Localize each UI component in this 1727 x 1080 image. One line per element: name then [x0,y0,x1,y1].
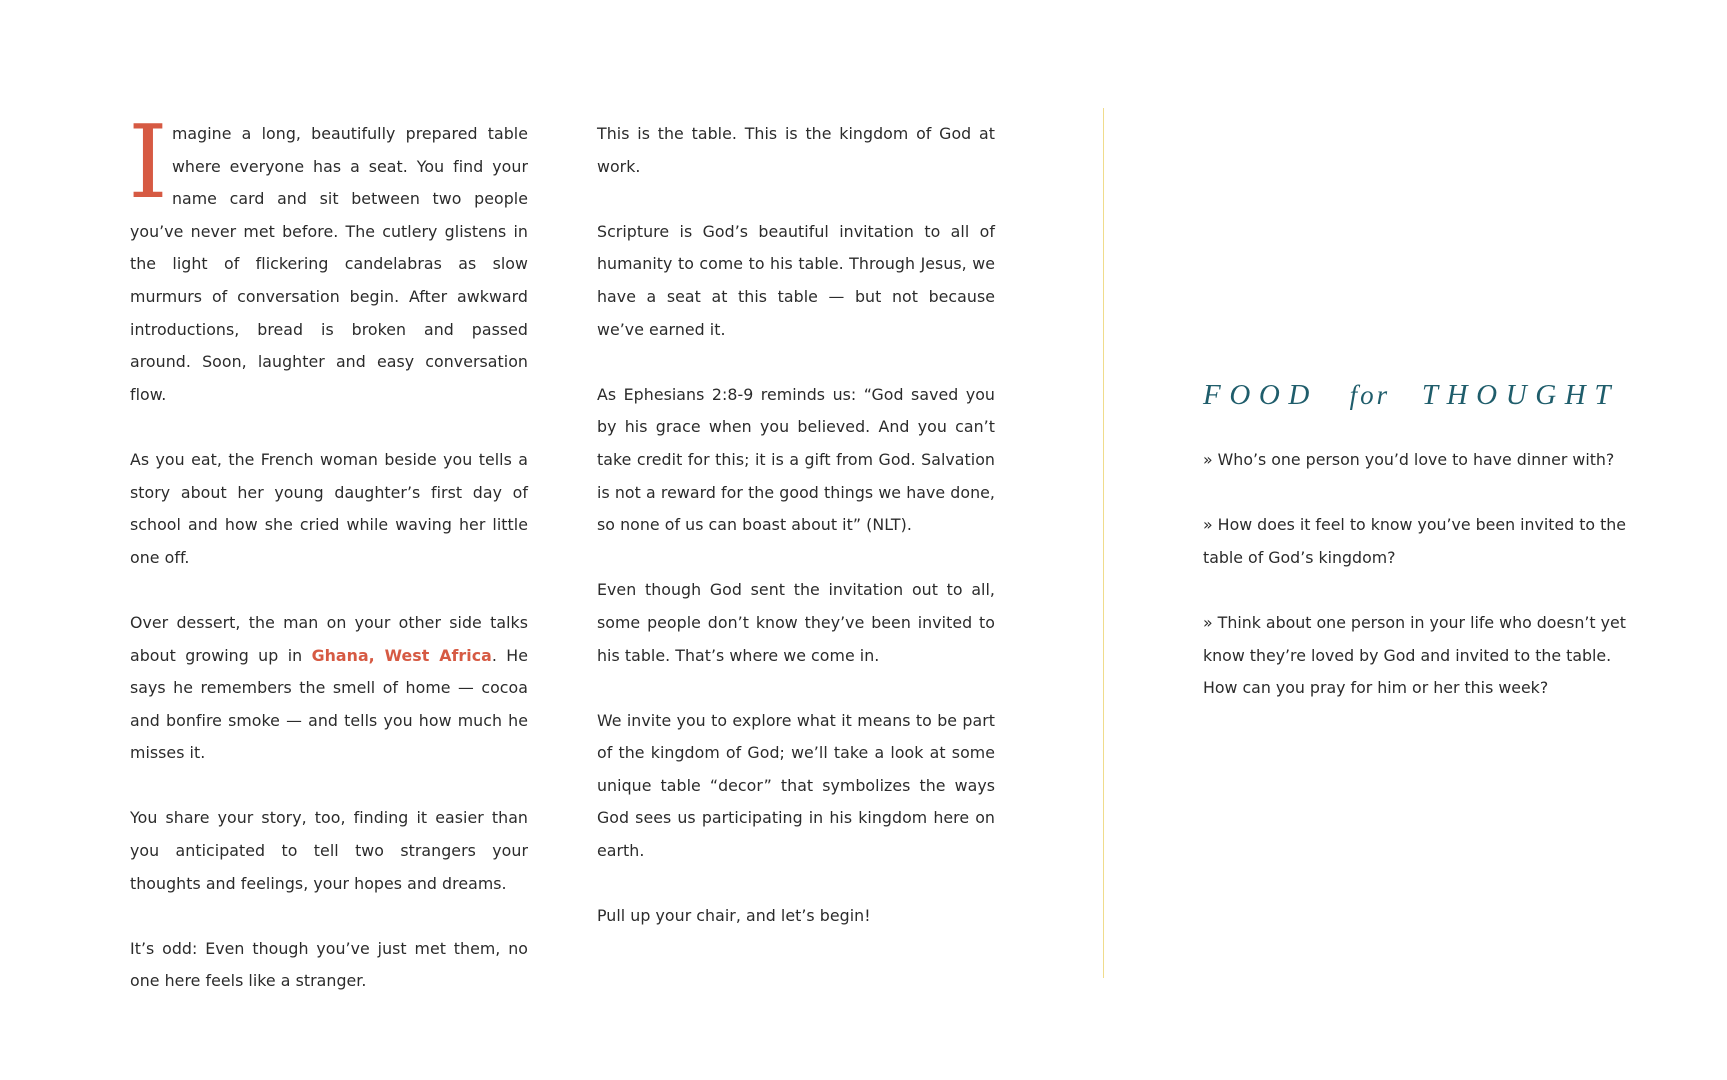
title-for: for [1349,380,1391,410]
odd-paragraph: It’s odd: Even though you’ve just met them, no one here feels like a stranger. [130,938,528,991]
ephesians-paragraph: As Ephesians 2:8-9 reminds us: “God saved you by his grace when you believed. And you can’t take credit for this; it is a gift from God. Salvation is not a reward for the good things we have done, so none of us can boast about it” (NLT). [597,384,995,535]
middle-text-column [597,118,995,933]
question-item: » How does it feel to know you’ve been invited to the table of God’s kingdom? [1203,515,1627,567]
dessert-paragraph [130,607,528,770]
title-thought: THOUGHT [1421,379,1620,411]
table-paragraph: This is the table. This is the kingdom of God at work. [597,124,995,176]
title-food: FOOD [1203,379,1318,411]
share-story-paragraph: You share your story, too, finding it easier than you anticipated to tell two strangers your thoughts and feelings, your hopes and dreams. [130,808,528,893]
left-text-column [128,103,528,998]
dessert-text-start: Over dessert, the man on your other side talks about growing up in [130,612,528,665]
question-item: » Who’s one person you’d love to have dinner with? [1203,450,1615,469]
invitation-paragraph: Even though God sent the invitation out to all, some people don’t know they’ve been invited to his table. That’s where we come in. [597,580,995,665]
dessert-text-end: . He says he remembers the smell of home — cocoa and bonfire smoke — and tells you how much he misses it. [130,645,528,763]
vertical-divider [1103,108,1104,978]
begin-paragraph: Pull up your chair, and let’s begin! [597,906,871,926]
french-woman-paragraph: As you eat, the French woman beside you tells a story about her young daughter’s first day of school and how she cried while waving her little one off. [130,449,528,567]
question-list [1203,444,1633,737]
scripture-paragraph: Scripture is God’s beautiful invitation to all of humanity to come to his table. Through Jesus, we have a seat at this table — but not because we’ve earned it. [597,221,995,339]
intro-paragraph [128,103,528,411]
drop-cap: I [128,103,168,221]
food-for-thought-title [1203,375,1619,415]
question-item: » Think about one person in your life who doesn’t yet know they’re loved by God and invited to the table. How can you pray for him or her this week? [1203,612,1626,698]
explore-paragraph: We invite you to explore what it means to be part of the kingdom of God; we’ll take a look at some unique table “decor” that symbolizes the ways God sees us participating in his kingdom here on earth. [597,710,995,861]
highlighted-place: Ghana, West Africa [311,645,492,665]
intro-paragraph-text: magine a long, beautifully prepared table where everyone has a seat. You find your name card and sit between two people you’ve never met before. The cutlery glistens in the light of flickering candelabras as slow murmurs of conversation begin. After awkward introductions, bread is broken and passed around. Soon, laughter and easy conversation flow. [130,124,528,404]
